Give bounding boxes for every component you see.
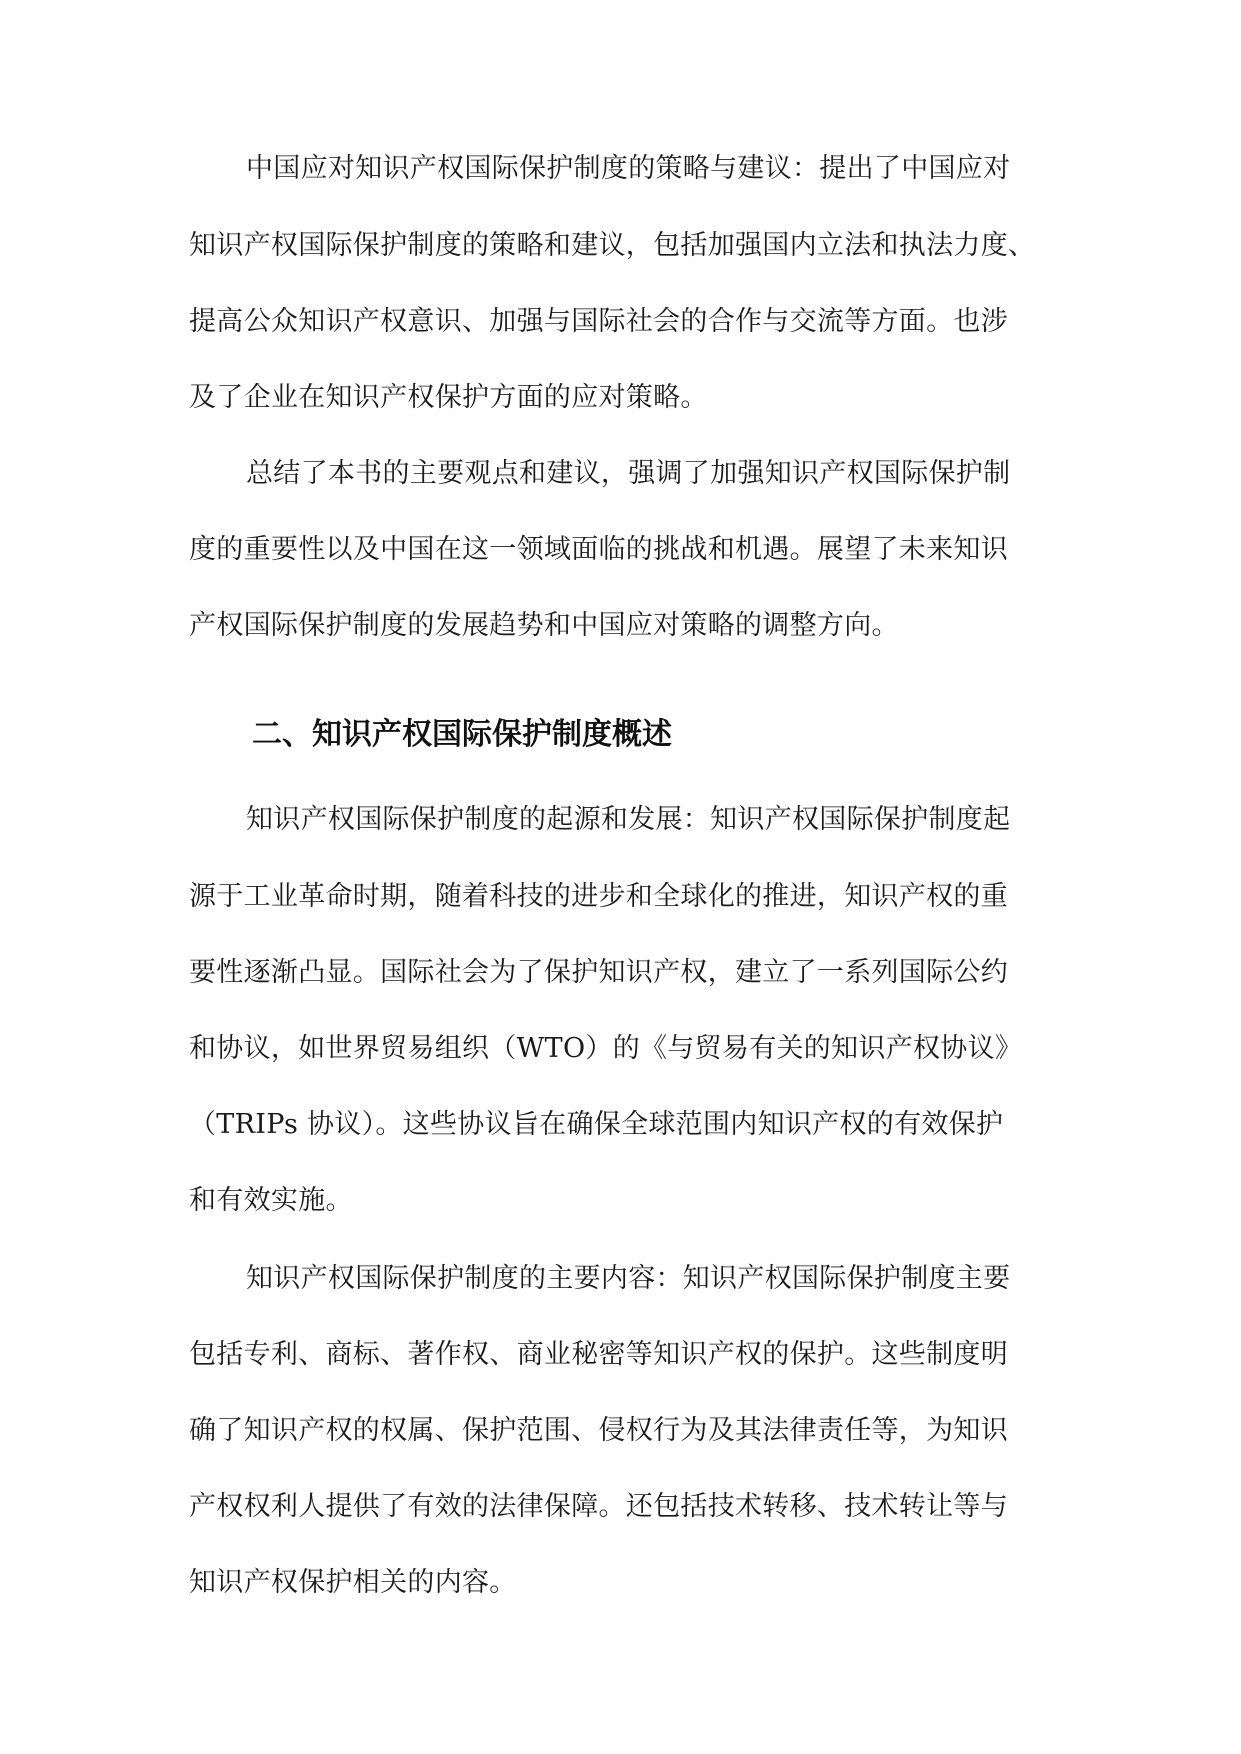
text-line: 知识产权国际保护制度的策略和建议，包括加强国内立法和执法力度、 bbox=[189, 230, 1036, 261]
text-line: 产权国际保护制度的发展趋势和中国应对策略的调整方向。 bbox=[189, 610, 899, 641]
text-line: 和协议，如世界贸易组织（WTO）的《与贸易有关的知识产权协议》 bbox=[189, 1033, 1023, 1064]
text-line: 产权权利人提供了有效的法律保障。还包括技术转移、技术转让等与 bbox=[189, 1491, 1008, 1522]
text-line: 知识产权保护相关的内容。 bbox=[189, 1567, 517, 1598]
text-line: 和有效实施。 bbox=[189, 1185, 353, 1216]
text-line: 包括专利、商标、著作权、商业秘密等知识产权的保护。这些制度明 bbox=[189, 1339, 1008, 1370]
text-line: （TRIPs 协议）。这些协议旨在确保全球范围内知识产权的有效保护 bbox=[189, 1109, 1004, 1140]
text-line: 源于工业革命时期，随着科技的进步和全球化的推进，知识产权的重 bbox=[189, 881, 1008, 912]
text-line: 确了知识产权的权属、保护范围、侵权行为及其法律责任等，为知识 bbox=[189, 1415, 1008, 1446]
text-line: 提高公众知识产权意识、加强与国际社会的合作与交流等方面。也涉 bbox=[189, 306, 1008, 337]
text-line: 中国应对知识产权国际保护制度的策略与建议：提出了中国应对 bbox=[246, 153, 1011, 184]
section-heading: 二、知识产权国际保护制度概述 bbox=[252, 717, 672, 752]
text-line: 及了企业在知识产权保护方面的应对策略。 bbox=[189, 382, 708, 413]
text-line: 要性逐渐凸显。国际社会为了保护知识产权，建立了一系列国际公约 bbox=[189, 957, 1008, 988]
text-line: 知识产权国际保护制度的起源和发展：知识产权国际保护制度起 bbox=[246, 804, 1011, 835]
text-line: 总结了本书的主要观点和建议，强调了加强知识产权国际保护制 bbox=[246, 458, 1011, 489]
text-line: 度的重要性以及中国在这一领域面临的挑战和机遇。展望了未来知识 bbox=[189, 534, 1008, 565]
text-line: 知识产权国际保护制度的主要内容：知识产权国际保护制度主要 bbox=[246, 1263, 1011, 1294]
